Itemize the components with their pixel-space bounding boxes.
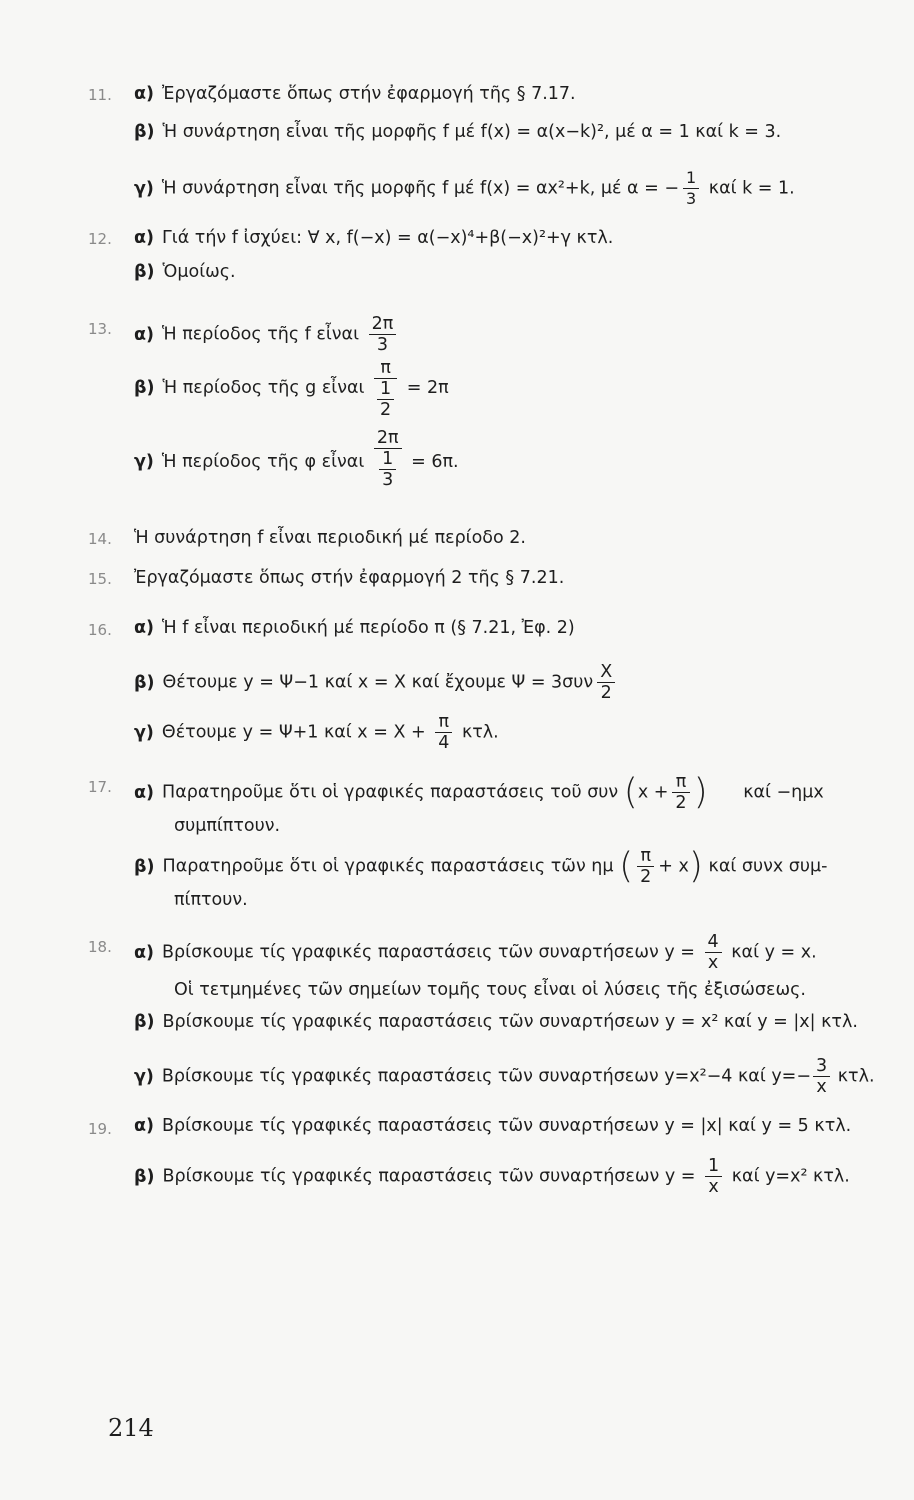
numerator: X — [597, 662, 615, 683]
fraction — [369, 314, 397, 355]
inner-text: x + — [637, 782, 669, 803]
fraction — [637, 846, 654, 887]
denominator: 3 — [685, 189, 697, 208]
numerator: 3 — [813, 1056, 830, 1077]
fraction — [672, 772, 689, 813]
numerator: π — [435, 712, 452, 733]
denominator: 3 — [376, 335, 388, 355]
text-post: καί k = 1. — [708, 178, 795, 199]
numerator: π — [672, 772, 689, 793]
exercise-14-text: Ἡ συνάρτηση f εἶναι περιοδική μέ περίοδο 2. — [134, 528, 526, 548]
exercise-17-a-continued: συμπίπτουν. — [174, 816, 281, 836]
denominator: x — [708, 1177, 719, 1197]
inner-denominator: 2 — [380, 400, 392, 420]
exercise-11-number: 11. — [88, 86, 112, 104]
fraction — [683, 168, 699, 209]
fraction — [705, 1156, 722, 1197]
exercise-16-b — [134, 662, 619, 703]
fraction — [813, 1056, 830, 1097]
text: Γιά τήν f ἰσχύει: ∀ x, f(−x) = α(−x)⁴+β(−x)²+γ κτλ. — [162, 228, 614, 248]
label: α) — [134, 782, 155, 803]
text: Παρατηροῦμε ὅτι οἱ γραφικές παραστάσεις τῶν ημ — [162, 856, 614, 877]
inner-numerator: 1 — [379, 449, 396, 470]
text: Βρίσκουμε τίς γραφικές παραστάσεις τῶν συναρτήσεων y=x²−4 καί y=− — [161, 1066, 812, 1087]
numerator: 2π — [374, 428, 402, 449]
inner-fraction — [379, 449, 396, 490]
right-paren: ) — [688, 845, 703, 887]
denominator: 2 — [600, 683, 612, 703]
exercise-11-a — [134, 82, 576, 106]
numerator: 2π — [369, 314, 397, 335]
text: Ἡ περίοδος τῆς g εἶναι — [162, 378, 365, 398]
exercise-16-number: 16. — [88, 621, 112, 639]
label: α) — [134, 228, 155, 248]
text: Θέτουμε y = Ψ+1 καί x = X + — [161, 722, 426, 743]
label: γ) — [134, 1066, 154, 1087]
exercise-12-number: 12. — [88, 230, 112, 248]
label: β) — [134, 262, 155, 282]
text-post: καί y = x. — [731, 942, 817, 963]
exercise-18-c — [134, 1056, 875, 1097]
exercise-18-a-continued: Οἱ τετμημένες τῶν σημείων τομῆς τους εἶναι οἱ λύσεις τῆς ἐξισώσεως. — [174, 980, 806, 1000]
compound-fraction — [374, 428, 402, 490]
label: γ) — [134, 722, 154, 743]
text: Βρίσκουμε τίς γραφικές παραστάσεις τῶν συναρτήσεων y = x² καί y = |x| κτλ. — [162, 1012, 858, 1032]
exercise-19-a — [134, 1114, 851, 1138]
numerator: 4 — [705, 932, 722, 953]
fraction — [705, 932, 722, 973]
fraction — [597, 662, 615, 703]
exercise-19-b — [134, 1156, 850, 1197]
label: β) — [134, 1012, 155, 1032]
inner-text: + x — [658, 856, 689, 877]
text: Ἡ f εἶναι περιοδική μέ περίοδο π (§ 7.21, Ἐφ. 2) — [162, 618, 575, 638]
exercise-13-b — [134, 358, 449, 420]
text-post: καί συνx συμ- — [708, 856, 828, 877]
exercise-18-number: 18. — [88, 938, 112, 956]
text: Βρίσκουμε τίς γραφικές παραστάσεις τῶν συναρτήσεων y = |x| καί y = 5 κτλ. — [162, 1116, 852, 1136]
text: Βρίσκουμε τίς γραφικές παραστάσεις τῶν συναρτήσεων y = — [162, 942, 695, 963]
exercise-13-a — [134, 314, 400, 355]
exercise-16-a — [134, 616, 575, 640]
page-number: 214 — [108, 1414, 154, 1442]
label: β) — [134, 856, 155, 877]
exercise-18-a — [134, 932, 817, 973]
label: α) — [134, 618, 155, 638]
text: Ἡ περίοδος τῆς φ εἶναι — [161, 452, 365, 472]
denominator: 4 — [438, 733, 450, 753]
exercise-16-c — [134, 712, 499, 753]
exercise-17-b — [134, 846, 827, 887]
exercise-11-c — [134, 168, 795, 209]
label: β) — [134, 672, 155, 693]
right-paren: ) — [693, 771, 708, 813]
label: α) — [134, 942, 155, 963]
exercise-12-b — [134, 260, 236, 284]
label: γ) — [134, 178, 154, 199]
text: Παρατηροῦμε ὅτι οἱ γραφικές παραστάσεις τοῦ συν — [162, 782, 619, 803]
text-post: καί −ημx — [743, 782, 824, 803]
exercise-17-b-continued: πίπτουν. — [174, 890, 248, 910]
compound-fraction — [374, 358, 397, 420]
left-paren: ( — [623, 771, 638, 813]
denominator-fraction — [374, 449, 402, 490]
inner-fraction — [377, 379, 394, 420]
text: Ἐργαζόμαστε ὅπως στήν ἐφαρμογή τῆς § 7.17. — [162, 84, 576, 104]
text: Θέτουμε y = Ψ−1 καί x = X καί ἔχουμε Ψ = 3συν — [162, 672, 594, 693]
label: α) — [134, 1116, 155, 1136]
denominator: 2 — [675, 793, 687, 813]
exercise-15-number: 15. — [88, 570, 112, 588]
denominator: x — [707, 953, 719, 973]
label: γ) — [134, 452, 154, 472]
numerator: 1 — [705, 1156, 722, 1177]
text-post: = 2π — [406, 378, 449, 398]
numerator: 1 — [683, 168, 699, 189]
inner-numerator: 1 — [377, 379, 394, 400]
label: β) — [134, 378, 155, 398]
label: α) — [134, 324, 155, 345]
inner-denominator: 3 — [382, 470, 394, 490]
text-post: = 6π. — [411, 452, 459, 472]
exercise-17-a — [134, 772, 824, 813]
text: Βρίσκουμε τίς γραφικές παραστάσεις τῶν συναρτήσεων y = — [162, 1166, 696, 1187]
exercise-14-number: 14. — [88, 530, 112, 548]
fraction — [435, 712, 452, 753]
exercise-15-text: Ἐργαζόμαστε ὅπως στήν ἐφαρμογή 2 τῆς § 7.21. — [134, 568, 565, 588]
text: Ἡ συνάρτηση εἶναι τῆς μορφῆς f μέ f(x) = αx²+k, μέ α = − — [161, 178, 679, 199]
exercise-19-number: 19. — [88, 1120, 112, 1138]
denominator: x — [816, 1077, 827, 1097]
label: α) — [134, 84, 155, 104]
text-post: καί y=x² κτλ. — [731, 1166, 850, 1187]
text: Ἡ περίοδος τῆς f εἶναι — [162, 324, 359, 345]
denominator: 2 — [640, 867, 652, 887]
text: Ἡ συνάρτηση εἶναι τῆς μορφῆς f μέ f(x) = α(x−k)², μέ α = 1 καί k = 3. — [162, 122, 782, 142]
exercise-17-number: 17. — [88, 778, 112, 796]
text-post: κτλ. — [461, 722, 499, 743]
exercise-13-number: 13. — [88, 320, 112, 338]
exercise-18-b — [134, 1010, 858, 1034]
numerator: π — [637, 846, 654, 867]
exercise-12-a — [134, 226, 613, 250]
label: β) — [134, 122, 155, 142]
denominator-fraction — [374, 379, 397, 420]
left-paren: ( — [619, 845, 634, 887]
exercise-11-b — [134, 120, 781, 144]
text: Ὁμοίως. — [162, 262, 236, 282]
label: β) — [134, 1166, 155, 1187]
numerator: π — [374, 358, 397, 379]
text-post: κτλ. — [837, 1066, 875, 1087]
